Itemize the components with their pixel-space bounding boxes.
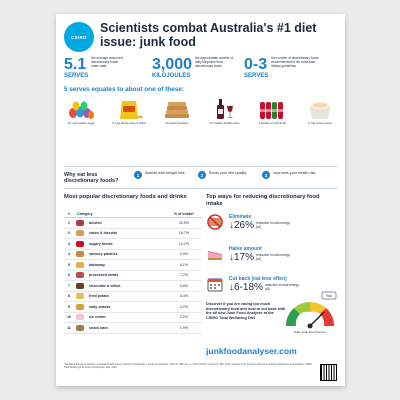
- rank-cell: 8: [68, 294, 70, 299]
- column-header-percent: % of intake*: [173, 211, 195, 216]
- table-row: [64, 323, 202, 334]
- percent-cell: 9.0%: [179, 252, 189, 257]
- category-icon: [74, 325, 86, 331]
- reduce-way-item: [206, 246, 338, 263]
- table-row: [64, 260, 202, 271]
- stat-recommended-serves: [244, 56, 321, 80]
- percent-cell: 1.9%: [179, 325, 189, 330]
- food-item-label: ½ tub of ice cream: [307, 121, 333, 125]
- why-title: Why eat less discretionary foods?: [64, 172, 119, 184]
- table-row: [64, 250, 202, 261]
- food-item-label: ½ of a family bag of chips: [111, 121, 146, 125]
- reduce-way-heading: Eliminate: [229, 214, 252, 220]
- table-row: [64, 302, 202, 313]
- category-cell: alcohol: [89, 220, 102, 225]
- stat-unit: SERVES: [244, 73, 269, 79]
- reduce-way-heading: Cut back (eat less often): [229, 276, 287, 282]
- food-item-label: 10 mini easter eggs: [67, 121, 95, 125]
- stat-description: the number of discretionary foods recommended in the Australian dietary guidelines: [271, 56, 319, 68]
- divider: [64, 166, 337, 167]
- reduce-way-text: reduction in total energy (kJ): [256, 252, 291, 261]
- food-item-label: 1½ bottles bottles wine: [209, 121, 240, 125]
- category-cell: salty snacks: [89, 304, 111, 309]
- column-header-rank: #: [68, 211, 70, 216]
- category-cell: processed meats: [89, 273, 119, 278]
- rank-cell: 7: [68, 283, 70, 288]
- popular-foods-title: Most popular discretionary foods and drinks: [64, 194, 187, 200]
- category-cell: fried potato: [89, 294, 109, 299]
- rank-cell: 11: [67, 325, 71, 330]
- category-icon: [74, 230, 86, 236]
- rank-cell: 1: [68, 220, 70, 225]
- csiro-logo: CSIRO: [64, 22, 94, 52]
- infographic-sheet: [56, 14, 345, 386]
- reason-number: 3: [262, 171, 270, 179]
- easter-eggs-icon: [66, 96, 96, 120]
- no-food-icon: [206, 214, 224, 230]
- stat-unit: KILOJOULES: [152, 73, 191, 79]
- stat-value: 0-3: [244, 56, 268, 73]
- category-icon: [74, 304, 86, 310]
- table-row: [64, 218, 202, 229]
- percent-cell: 8.1%: [179, 262, 189, 267]
- category-cell: snack bars: [89, 325, 108, 330]
- rank-cell: 2: [68, 231, 70, 236]
- food-item: [205, 96, 243, 126]
- rank-cell: 3: [68, 241, 70, 246]
- category-cell: chocolate & lollies: [89, 283, 121, 288]
- rank-cell: 5: [68, 262, 70, 267]
- popular-foods-table: [64, 210, 202, 334]
- stat-value: 3,000: [152, 56, 193, 73]
- stat-value: 5.1: [64, 56, 87, 73]
- category-icon: [74, 283, 86, 289]
- food-item: [253, 96, 291, 126]
- junk-food-gauge: [280, 286, 340, 334]
- table-row: [64, 313, 202, 324]
- equivalents-list: [62, 96, 339, 126]
- table-row: [64, 271, 202, 282]
- percent-cell: 20.5%: [178, 220, 190, 225]
- reduce-way-percent: ↓6-18%: [229, 282, 263, 293]
- table-row: [64, 292, 202, 303]
- category-icon: [74, 293, 86, 299]
- reason-number: 2: [198, 171, 206, 179]
- table-row: [64, 229, 202, 240]
- percent-cell: 18.7%: [178, 231, 190, 236]
- reduce-way-percent: ↓26%: [229, 220, 255, 231]
- calendar-icon: [206, 276, 224, 292]
- rank-cell: 9: [68, 304, 70, 309]
- category-cell: savoury pastries: [89, 252, 118, 257]
- stat-average-serves: [64, 56, 125, 80]
- equivalents-title: 5 serves equates to about one of these:: [64, 86, 185, 93]
- category-icon: [74, 241, 86, 247]
- stat-description: the approximate number of daily kilojoules from discretionary foods: [195, 56, 234, 68]
- reason-item: [134, 171, 189, 179]
- reduce-way-text: reduction in total energy (kJ): [256, 220, 291, 229]
- divider: [64, 188, 337, 189]
- column-header-category: Category: [77, 211, 93, 216]
- qr-code-icon: [320, 364, 337, 381]
- biscuits-icon: [162, 96, 192, 120]
- table-row: [64, 239, 202, 250]
- reduce-title: Top ways for reducing discretionary food intake: [206, 194, 320, 207]
- reduce-way-item: [206, 214, 338, 231]
- rank-cell: 4: [68, 252, 70, 257]
- reason-text: Boost your diet quality: [209, 171, 247, 175]
- percent-cell: 7.2%: [179, 273, 189, 278]
- food-item-label: 10 sweet biscuits: [165, 121, 189, 125]
- percent-cell: 12.2%: [178, 241, 190, 246]
- chips-bag-icon: [114, 96, 144, 120]
- footnote: *Australian Bureau of Statistics. Australian Health Survey: Nutrition First Results – Foods and Nutrients, 2011-12. ABS cat. no. 4364.0.55.007. Canberra: ABS, 2014. Analysis of the junk food patterns and dietary behaviours of Australians, CSIRO Total Wellbeing Diet Junk Food Analyser data, 2016.: [64, 364, 313, 369]
- category-icon: [74, 314, 86, 320]
- food-item: [301, 96, 339, 126]
- ice-cream-tub-icon: [305, 96, 335, 120]
- reduce-way-heading: Halve amount: [229, 246, 262, 252]
- reason-item: [198, 171, 253, 179]
- table-row: [64, 281, 202, 292]
- category-icon: [74, 251, 86, 257]
- soft-drink-icon: [257, 96, 287, 120]
- table-header: [64, 210, 202, 218]
- gauge-label: Daily Junk Food Serves: [294, 330, 326, 334]
- percent-cell: 6.8%: [179, 283, 189, 288]
- stat-description: the average amount of discretionary foods eaten daily: [91, 56, 124, 68]
- stat-kilojoules: [152, 56, 235, 80]
- food-item: [110, 96, 148, 126]
- wine-bottle-icon: [209, 96, 239, 120]
- stat-unit: SERVES: [64, 73, 89, 79]
- reason-text: Assists with weight loss: [145, 171, 185, 175]
- cake-slice-icon: [206, 246, 224, 262]
- percent-cell: 5.4%: [179, 294, 189, 299]
- reason-item: [262, 171, 317, 179]
- category-cell: cakes & biscuits: [89, 231, 118, 236]
- reason-number: 1: [134, 171, 142, 179]
- category-icon: [74, 262, 86, 268]
- reason-text: Improves your health risk: [273, 171, 316, 175]
- food-item-label: 4 bottles of soft drink: [258, 121, 287, 125]
- category-cell: sugary drinks: [89, 241, 113, 246]
- page-title: Scientists combat Australia's #1 diet issue: junk food: [100, 21, 317, 49]
- category-cell: takeaway: [89, 262, 105, 267]
- analyser-url-link[interactable]: junkfoodanalyser.com: [206, 346, 297, 356]
- reduce-way-percent: ↓17%: [229, 252, 255, 263]
- food-item: [158, 96, 196, 126]
- category-cell: ice cream: [89, 315, 106, 320]
- reduce-way-text: reduction in total energy (kJ): [264, 282, 299, 291]
- rank-cell: 6: [68, 273, 70, 278]
- percent-cell: 3.2%: [179, 304, 189, 309]
- food-item: [62, 96, 100, 126]
- analyser-promo-text: Discover if you are eating too much discretionary food and how to cut back with the all new Junk Food Analyser at the CSIRO Total Wellbeing Diet: [206, 302, 286, 320]
- percent-cell: 2.2%: [179, 315, 189, 320]
- gauge-you-label: You: [325, 293, 333, 298]
- rank-cell: 10: [67, 315, 71, 320]
- category-icon: [74, 220, 86, 226]
- category-icon: [74, 272, 86, 278]
